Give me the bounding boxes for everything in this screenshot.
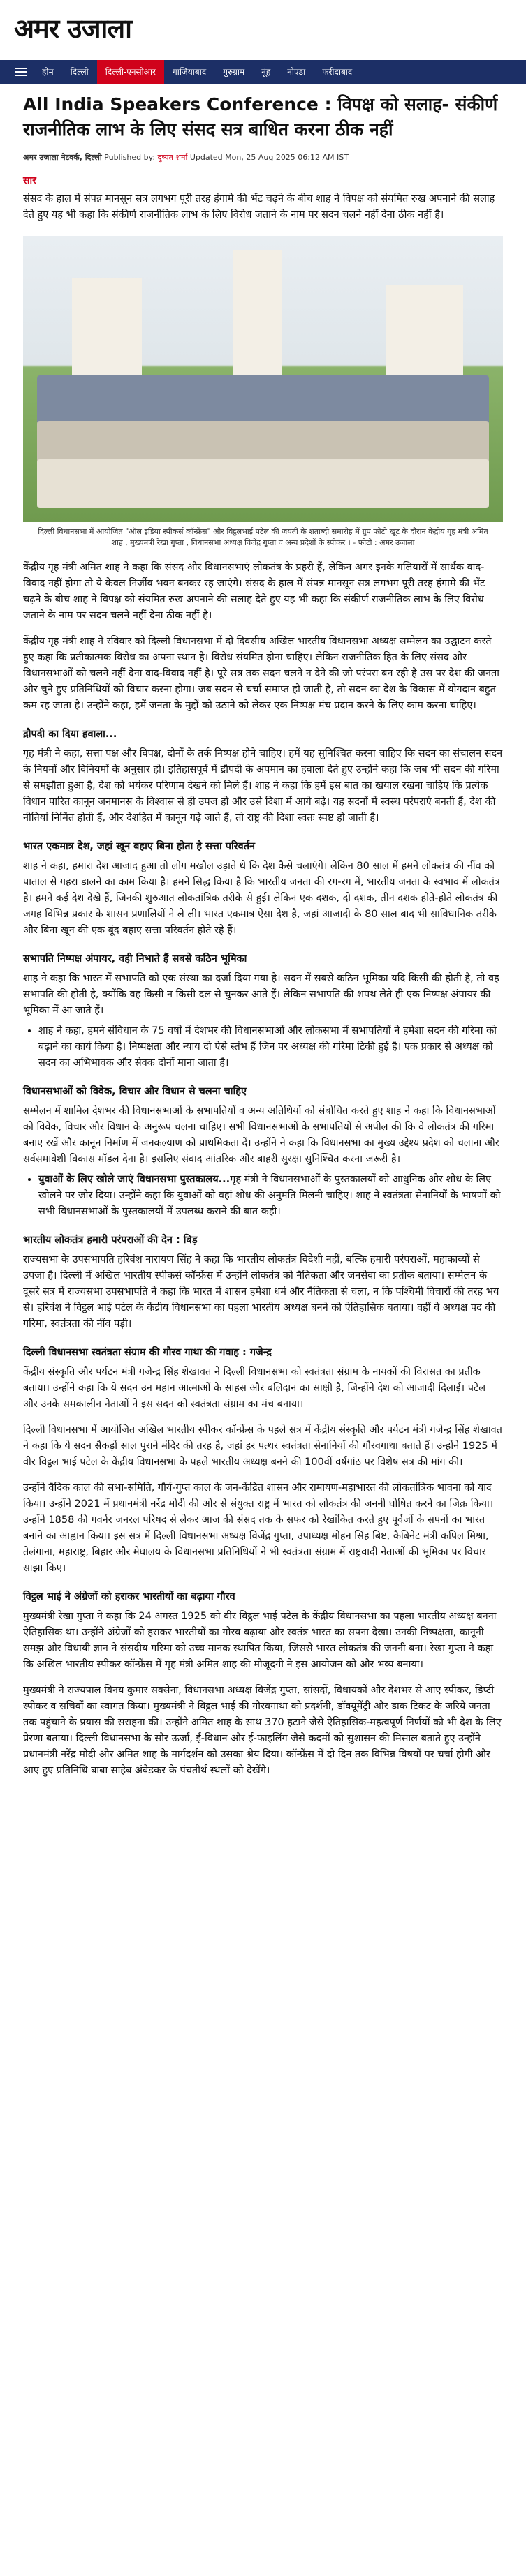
nav-item-home[interactable]: होम [42, 67, 54, 77]
header [0, 0, 526, 60]
bullet-item [38, 1172, 503, 1220]
section-paragraph: उन्होंने वैदिक काल की सभा-समिति, गौर्य-गुप्त काल के जन-केंद्रित शासन और रामायण-महाभारत की लोकतांत्रिक भावना को याद किया। उन्होंने 2021 में प्रधानमंत्री नरेंद्र मोदी की ओर से संयुक्त राष्ट्र में भारत को लोकतंत्र की जननी घोषित करने का जिक्र किया। उन्होंने 1858 की गवर्नर जनरल परिषद से लेकर आज की संसद तक के सफर को रेखांकित करते हुए पूर्वजों के सपनों का भारत बनाने का आह्वान किया। इस सत्र में दिल्ली विधानसभा अध्यक्ष विजेंद्र गुप्ता, उपाध्यक्ष मोहन सिंह बिष्ट, कैबिनेट मंत्री कपिल मिश्रा, तेलंगाना, महाराष्ट्र, बिहार और मेघालय के विधानसभा प्रतिनिधियों ने भी स्वतंत्रता संग्राम में राष्ट्रवादी नेताओं की भूमिका पर विचार साझा किए। [23, 1482, 494, 1574]
section-bullets [38, 1172, 503, 1220]
section-6 [23, 1345, 503, 1577]
nav-item-delhi[interactable]: दिल्ली [70, 67, 89, 77]
section-bullets [38, 1023, 503, 1071]
section-heading: दिल्ली विधानसभा स्वतंत्रता संग्राम की गौरव गाथा की गवाह : गजेन्द्र [23, 1347, 272, 1358]
byline [23, 152, 503, 163]
photo-caption: दिल्ली विधानसभा में आयोजित "ऑल इंडिया स्पीकर्स कॉन्फ्रेंस" और विट्ठलभाई पटेल की जयंती के शताब्दी समारोह में ग्रुप फोटो खूट के दौरान केंद्रीय गृह मंत्री अमित शाह , मुख्यमंत्री रेखा गुप्ता , विधानसभा अध्यक्ष विजेंद्र गुप्ता व अन्य प्रदेशों के स्पीकर । - फोटो : अमर उजाला [38, 527, 488, 547]
byline-updated: Updated Mon, 25 Aug 2025 06:12 AM IST [189, 153, 349, 162]
section-heading: भारतीय लोकतंत्र हमारी परंपराओं की देन : बिड़ [23, 1235, 198, 1246]
byline-author[interactable]: दुष्यंत शर्मा [157, 153, 188, 162]
section-paragraph: सम्मेलन में शामिल देशभर की विधानसभाओं के सभापतियों व अन्य अतिथियों को संबोधित करते हुए शाह ने कहा कि विधानसभाओं को विवेक, विचार और विधान के अनुरूप चलना चाहिए। सभी विधानसभाओं के सभापतियों से अपील की कि वे लोकतंत्र की गरिमा बनाए रखें और कानून निर्माण में जनकल्याण को प्राथमिकता दें। उन्होंने ने कहा कि विधानसभा का मुख्य उद्देश्य प्रदेश को चलाना और सर्वसमावेशी विकास मॉडल देना है। इसलिए संवाद आंतरिक और बाहरी सुरक्षा सुनिश्चित करना जरूरी है। [23, 1105, 499, 1165]
summary-label: सार [23, 175, 36, 186]
article [0, 92, 526, 1800]
section-4 [23, 1084, 503, 1220]
nav-item-delhi-ncr[interactable]: दिल्ली-एनसीआर [97, 60, 164, 84]
lead-figure [23, 236, 503, 549]
section-2 [23, 839, 503, 939]
nav-item-noida[interactable]: नोएडा [287, 67, 306, 77]
section-paragraph: मुख्यमंत्री ने राज्यपाल विनय कुमार सक्सेना, विधानसभा अध्यक्ष विजेंद्र गुप्ता, सांसदों, विधायकों और देशभर से आए स्पीकर, डिप्टी स्पीकर व सचिवों का स्वागत किया। मुख्यमंत्री ने विट्ठल भाई की गौरवगाथा को प्रदर्शनी, डॉक्यूमेंट्री और डाक टिकट के जरिये जनता तक पहुंचाने के प्रयास की सराहना की। उन्होंने अमित शाह के साथ 370 हटाने जैसे ऐतिहासिक-महत्वपूर्ण निर्णयों को भी देश के लिए प्रेरणा बताया। दिल्ली विधानसभा के सौर ऊर्जा, ई-विधान और ई-फाइलिंग जैसे कदमों को सुशासन की मिसाल बताते हुए उन्होंने प्रधानमंत्री नरेंद्र मोदी और अमित शाह के मार्गदर्शन को उसका श्रेय दिया। कॉन्फ्रेंस में दो दिन तक विभिन्न विषयों पर चर्चा होगी और आए हुए प्रतिनिधि बाबा साहेब अंबेडकर के पंचतीर्थ स्थलों को देखेंगे। [23, 1685, 502, 1776]
section-heading: सभापति निष्पक्ष अंपायर, वही निभाते हैं सबसे कठिन भूमिका [23, 953, 247, 965]
section-paragraph: गृह मंत्री ने कहा, सत्ता पक्ष और विपक्ष, दोनों के तर्क निष्पक्ष होने चाहिए। हमें यह सुनिश्चित करना चाहिए कि सदन का संचालन सदन के नियमों और विनियमों के अनुसार हो। इतिहासपूर्व में द्रौपदी के अपमान का हवाला देते हुए उन्होंने कहा कि जब भी सदन की गरिमा से समझौता हुआ है, देश को भयंकर परिणाम देखने को मिले हैं। शाह ने कहा कि हमें इस बात का खयाल रखना चाहिए कि प्रत्येक विधान पारित कानून जनमानस के विश्वास से ही उपज हो और उसे दिशा में आगे बढ़े। यह सदनों में स्वस्थ परंपराएं बनती हैं, देश की नीतियां निर्मित होती हैं, और देशहित में कानून गढ़े जाते हैं, तो राष्ट्र की दिशा स्वतः स्पष्ट हो जाती है। [23, 748, 503, 824]
section-paragraph: मुख्यमंत्री रेखा गुप्ता ने कहा कि 24 अगस्त 1925 को वीर विट्ठल भाई पटेल के केंद्रीय विधानसभा का पहला भारतीय अध्यक्ष बनना ऐतिहासिक था। उन्होंने अंग्रेजों को हराकर भारतीयों का गौरव बढ़ाया और स्वतंत्र भारत का सपना देखा। उनकी निष्पक्षता, कानूनी समझ और विधायी ज्ञान ने संसदीय गरिमा को उच्च मानक स्थापित किया, जिससे भारत लोकतंत्र की जननी बना। रेखा गुप्ता ने कहा कि अखिल भारतीय स्पीकर कॉन्फ्रेंस में गृह मंत्री अमित शाह की मौजूदगी ने इस आयोजन को और भव्य बनाया। [23, 1611, 497, 1670]
section-paragraph: शाह ने कहा कि भारत में सभापति को एक संस्था का दर्जा दिया गया है। सदन में सबसे कठिन भूमिका यदि किसी की होती है, तो वह सभापति की होती है, क्योंकि वह किसी न किसी दल से चुनकर आते हैं। लेकिन सभापति की शपथ लेते ही एक निष्पक्ष अंपायर की भूमिका में आ जाते हैं। [23, 973, 499, 1016]
article-title: All India Speakers Conference : विपक्ष को सलाह- संकीर्ण राजनीतिक लाभ के लिए संसद सत्र बाधित करना ठीक नहीं [23, 94, 498, 140]
lead-photo [23, 236, 503, 522]
section-1 [23, 727, 503, 826]
main-nav [0, 60, 526, 84]
intro-paragraph: केंद्रीय गृह मंत्री शाह ने रविवार को दिल्ली विधानसभा में दो दिवसीय अखिल भारतीय विधानसभा अध्यक्ष सम्मेलन का उद्घाटन करते हुए कहा कि प्रतीकात्मक विरोध का अपना स्थान है। विरोध संयमित होना चाहिए। लेकिन राजनीतिक हित के लिए संसद और विधानसभाओं को चलने नहीं देना वाद-विवाद नहीं है। पूरे सत्र तक सदन चलने न देने की जो परंपरा बन रही है उस पर देश की जनता और चुने हुए प्रतिनिधियों को विचार करना होगा। जब सदन से चर्चा समाप्त हो जाती है, तो सदन का देश के विकास में योगदान बहुत कम रह जाता है। उन्होंने कहा, हमें जनता के मुद्दों को उठाने को लेकर एक निष्पक्ष मंच प्रदान करने के लिए काम करना चाहिए। [23, 636, 499, 711]
byline-source: अमर उजाला नेटवर्क, दिल्ली [23, 153, 102, 162]
section-paragraph: राज्यसभा के उपसभापति हरिवंश नारायण सिंह ने कहा कि भारतीय लोकतंत्र विदेशी नहीं, बल्कि हमारी परंपराओं, महाकाव्यों से उपजा है। दिल्ली में अखिल भारतीय स्पीकर्स कॉन्फ्रेंस में उन्होंने लोकतंत्र को नैतिकता और जनसेवा का प्रतीक बताया। सम्मेलन के दूसरे सत्र में राज्यसभा उपसभापति ने कहा कि भारत में शासन हमेशा धर्म और नैतिकता से चला, न कि पश्चिमी विचारों की तरह भय से। हरिवंश ने विट्ठल भाई पटेल के केंद्रीय विधानसभा का पहला भारतीय अध्यक्ष बनने को ऐतिहासिक बताया। वहीं वे अध्यक्ष पद की गरिमा, स्वतंत्रता की नींव पड़ी। [23, 1254, 499, 1330]
section-paragraph: शाह ने कहा, हमारा देश आजाद हुआ तो लोग मखौल उड़ाते थे कि देश कैसे चलाएंगे। लेकिन 80 साल में हमने लोकतंत्र की नींव को पाताल से गहरा डालने का काम किया है। हमने सिद्ध किया है कि भारतीय जनता की रग-रग में, भारतीय जनता के स्वभाव में लोकतंत्र है। हमने कई देश देखे हैं, जिनकी शुरुआत लोकतांत्रिक तरीके से हुई। लेकिन एक दशक, दो दशक, तीन दशक होते-होते लोकतंत्र की जगह विभिन्न प्रकार के शासन प्रणालियों ने ले ली। भारत एकमात्र ऐसा देश है, जहां आजादी के 80 साल बाद भी साविधानिक तरीके और बिना खून की एक बूंद बहाए सत्ता परिवर्तन होते रहे हैं। [23, 861, 500, 936]
nav-item-gurugram[interactable]: गुरुग्राम [223, 67, 245, 77]
section-heading: द्रौपदी का दिया हवाला... [23, 729, 117, 740]
section-heading: विधानसभाओं को विवेक, विचार और विधान से चलना चाहिए [23, 1086, 247, 1097]
section-5 [23, 1233, 503, 1332]
summary-text: संसद के हाल में संपन्न मानसून सत्र लगभग पूरी तरह हंगामे की भेंट चढ़ने के बीच शाह ने विपक्ष को संयमित रुख अपनाने की सलाह देते हुए यह भी कहा कि संकीर्ण राजनीतिक लाभ के लिए विरोध जताने के नाम पर सदन चलने नहीं देना ठीक नहीं है। [23, 193, 495, 221]
byline-published-label: Published by: [104, 153, 156, 162]
section-paragraph: केंद्रीय संस्कृति और पर्यटन मंत्री गजेन्द्र सिंह शेखावत ने दिल्ली विधानसभा को स्वतंत्रता संग्राम के नायकों की विरासत का प्रतीक बताया। उन्होंने कहा कि ये सदन उन महान आत्माओं के साहस और बलिदान का साक्षी है, जिन्होंने देश को आजादी दिलाई। पटेल और उनके समकालीन नेताओं ने इस सदन को स्वतंत्रता संग्राम का मंच बनाया। [23, 1367, 486, 1410]
nav-item-nuh[interactable]: नूंह [261, 67, 271, 77]
section-3 [23, 951, 503, 1071]
bullet-lead: युवाओं के लिए खोले जाएं विधानसभा पुस्तकालय... [38, 1174, 231, 1185]
section-7 [23, 1589, 503, 1800]
nav-item-ghaziabad[interactable]: गाजियाबाद [172, 67, 207, 77]
site-logo[interactable]: अमर उजाला [14, 13, 131, 44]
section-heading: विट्ठल भाई ने अंग्रेजों को हराकर भारतीयों का बढ़ाया गौरव [23, 1591, 235, 1602]
bullet-text: गृह मंत्री ने विधानसभाओं के पुस्तकालयों को आधुनिक और शोध के लिए खोलने पर जोर दिया। उन्होंने कहा कि युवाओं को वहां शोध की अनुमति मिलनी चाहिए। शाह ने स्वतंत्रता सेनानियों के भाषणों को सभी विधानसभाओं के पुस्तकालयों में उपलब्ध कराने की बात कही। [38, 1174, 501, 1217]
section-paragraph: दिल्ली विधानसभा में आयोजित अखिल भारतीय स्पीकर कॉन्फ्रेंस के पहले सत्र में केंद्रीय संस्कृति और पर्यटन मंत्री गजेन्द्र सिंह शेखावत ने कहा कि ये सदन सैकड़ों साल पुराने मंदिर की तरह है, जहां हर पत्थर स्वतंत्रता सेनानियों की गौरवगाथा बताते हैं। उन्होंने 1925 में वीर विट्ठल भाई पटेल के केंद्रीय विधानसभा के पहले भारतीय अध्यक्ष बनने की 100वीं वर्षगांठ पर विशेष सत्र की मांग की। [23, 1424, 502, 1468]
menu-icon[interactable] [15, 68, 27, 76]
bullet-text: शाह ने कहा, हमने संविधान के 75 वर्षों में देशभर की विधानसभाओं और लोकसभा में सभापतियों ने हमेशा सदन की गरिमा को बढ़ाने का कार्य किया है। निष्पक्षता और न्याय दो ऐसे स्तंभ हैं जिन पर अध्यक्ष की गरिमा टिकी हुई है। एक प्रकार से अध्यक्ष को सदन का अभिभावक और सेवक दोनों माना जाता है। [38, 1025, 497, 1069]
bullet-item [38, 1023, 503, 1071]
section-heading: भारत एकमात्र देश, जहां खून बहाए बिना होता है सत्ता परिवर्तन [23, 841, 256, 852]
intro [23, 560, 503, 714]
nav-item-faridabad[interactable]: फरीदाबाद [322, 67, 353, 77]
intro-paragraph: केंद्रीय गृह मंत्री अमित शाह ने कहा कि संसद और विधानसभाएं लोकतंत्र के प्रहरी हैं, लेकिन अगर इनके गलियारों में सार्थक वाद-विवाद नहीं होगा तो ये केवल निर्जीव भवन बनकर रह जाएंगे। संसद के हाल में संपन्न मानसून सत्र लगभग पूरी तरह हंगामे की भेंट चढ़ने के बीच शाह ने विपक्ष को संयमित रुख अपनाने की सलाह देते हुए यह भी कहा कि संकीर्ण राजनीतिक लाभ के लिए विरोध जताने के नाम पर सदन चलने नहीं देना ठीक नहीं है। [23, 562, 485, 621]
